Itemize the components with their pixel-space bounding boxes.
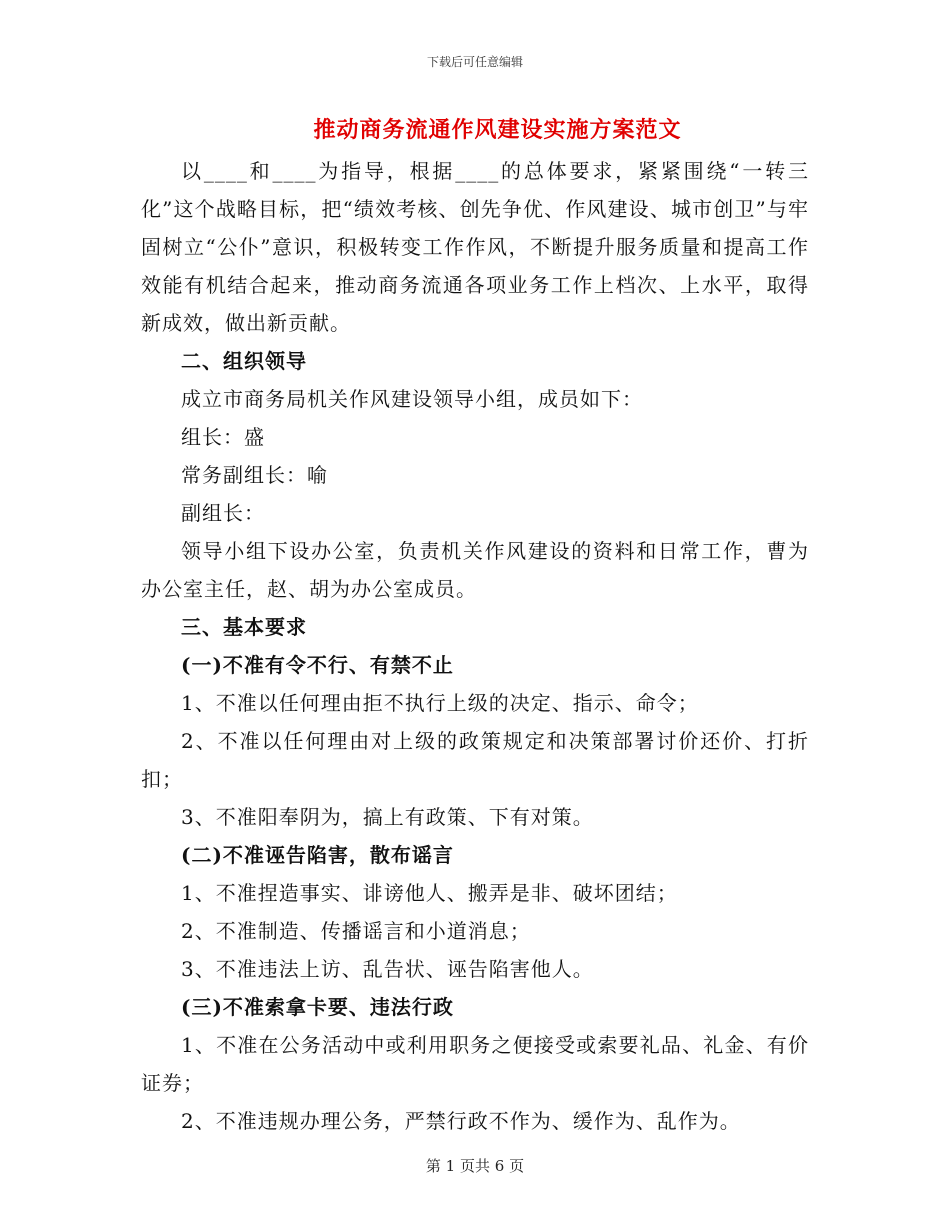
paragraph: 副组长： xyxy=(181,501,265,525)
list-item: 2、不准制造、传播谣言和小道消息； xyxy=(181,919,531,943)
intro-paragraph: 以____和____为指导，根据____的总体要求，紧紧围绕“一转三化”这个战略目标，把“绩效考核、创先争优、作风建设、城市创卫”与牢固树立“公仆”意识，积极转变工作作风，不断提升服务质量和提高工作效能有机结合起来，推动商务流通各项业务工作上档次、上水平，取得新成效，做出新贡献。 xyxy=(141,159,809,335)
subsection-heading-3: (三)不准索拿卡要、违法行政 xyxy=(181,995,454,1019)
paragraph: 成立市商务局机关作风建设领导小组，成员如下： xyxy=(181,387,643,411)
subsection-heading-1: (一)不准有令不行、有禁不止 xyxy=(181,653,454,677)
list-item: 1、不准在公务活动中或利用职务之便接受或索要礼品、礼金、有价证券； xyxy=(141,1033,809,1095)
section-heading-organization: 二、组织领导 xyxy=(181,349,307,373)
document-title: 推动商务流通作风建设实施方案范文 xyxy=(313,117,682,143)
document-body xyxy=(141,152,809,1140)
list-item: 1、不准捏造事实、诽谤他人、搬弄是非、破坏团结； xyxy=(181,881,678,905)
paragraph: 常务副组长：喻 xyxy=(181,463,328,487)
paragraph: 领导小组下设办公室，负责机关作风建设的资料和日常工作，曹为办公室主任，赵、胡为办公室成员。 xyxy=(141,539,809,601)
list-item: 1、不准以任何理由拒不执行上级的决定、指示、命令； xyxy=(181,691,699,715)
list-item: 3、不准阳奉阴为，搞上有政策、下有对策。 xyxy=(181,805,594,829)
page-number-footer: 第 1 页共 6 页 xyxy=(425,1157,525,1175)
section-heading-requirements: 三、基本要求 xyxy=(181,615,307,639)
list-item: 2、不准以任何理由对上级的政策规定和决策部署讨价还价、打折扣； xyxy=(141,729,809,791)
list-item: 3、不准违法上访、乱告状、诬告陷害他人。 xyxy=(181,957,594,981)
page-header-note: 下载后可任意编辑 xyxy=(426,55,523,69)
list-item: 2、不准违规办理公务，严禁行政不作为、缓作为、乱作为。 xyxy=(181,1109,741,1133)
subsection-heading-2: (二)不准诬告陷害，散布谣言 xyxy=(181,843,454,867)
paragraph: 组长：盛 xyxy=(181,425,265,449)
